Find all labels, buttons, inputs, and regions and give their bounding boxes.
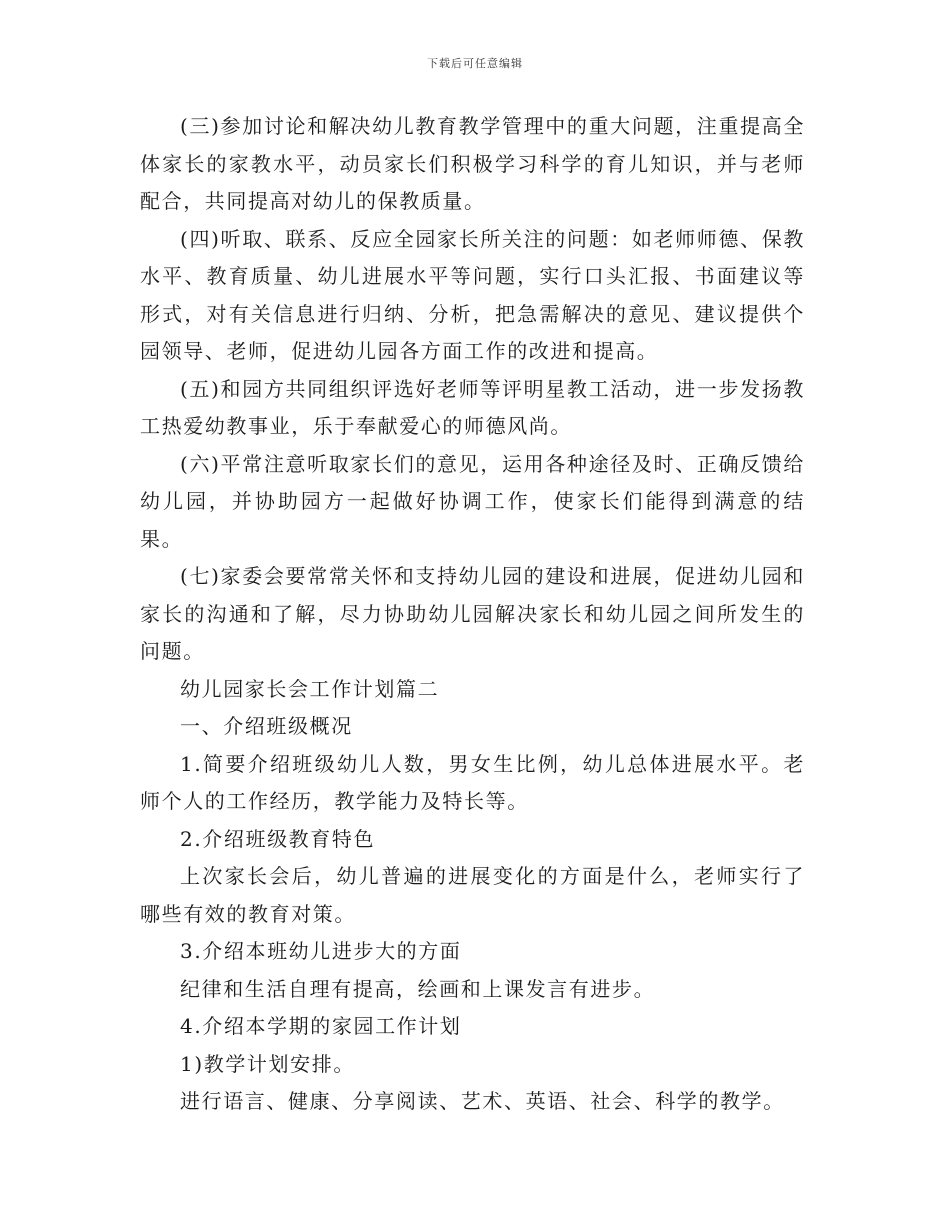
paragraph: 上次家长会后，幼儿普遍的进展变化的方面是什么，老师实行了哪些有效的教育对策。 [140, 864, 805, 926]
paragraph: 进行语言、健康、分享阅读、艺术、英语、社会、科学的教学。 [180, 1089, 785, 1113]
section-title: 幼儿园家长会工作计划篇二 [180, 676, 440, 701]
paragraph: (三)参加讨论和解决幼儿教育教学管理中的重大问题，注重提高全体家长的家教水平，动员家长们积极学习科学的育儿知识，并与老师配合，共同提高对幼儿的保教质量。 [140, 114, 805, 213]
paragraph: 1.简要介绍班级幼儿人数，男女生比例，幼儿总体进展水平。老师个人的工作经历，教学能力及特长等。 [140, 751, 805, 813]
paragraph: (五)和园方共同组织评选好老师等评明星教工活动，进一步发扬教工热爱幼教事业，乐于奉献爱心的师德风尚。 [140, 376, 805, 438]
paragraph: (四)听取、联系、反应全园家长所关注的问题：如老师师德、保教水平、教育质量、幼儿进展水平等问题，实行口头汇报、书面建议等形式，对有关信息进行归纳、分析，把急需解决的意见、建议提供个园领导、老师，促进幼儿园各方面工作的改进和提高。 [140, 226, 805, 363]
paragraph: (六)平常注意听取家长们的意见，运用各种途径及时、正确反馈给幼儿园，并协助园方一起做好协调工作，使家长们能得到满意的结果。 [140, 451, 805, 551]
subheading: 1)教学计划安排。 [180, 1051, 355, 1076]
subheading: 4.介绍本学期的家园工作计划 [180, 1014, 462, 1038]
header-note: 下载后可任意编辑 [427, 57, 523, 70]
section-heading: 一、介绍班级概况 [180, 714, 353, 738]
paragraph: 纪律和生活自理有提高，绘画和上课发言有进步。 [180, 976, 656, 1001]
subheading: 3.介绍本班幼儿进步大的方面 [180, 939, 462, 963]
subheading: 2.介绍班级教育特色 [180, 826, 376, 851]
paragraph: (七)家委会要常常关怀和支持幼儿园的建设和进展，促进幼儿园和家长的沟通和了解，尽力协助幼儿园解决家长和幼儿园之间所发生的问题。 [140, 564, 805, 663]
document-body [140, 108, 805, 1121]
